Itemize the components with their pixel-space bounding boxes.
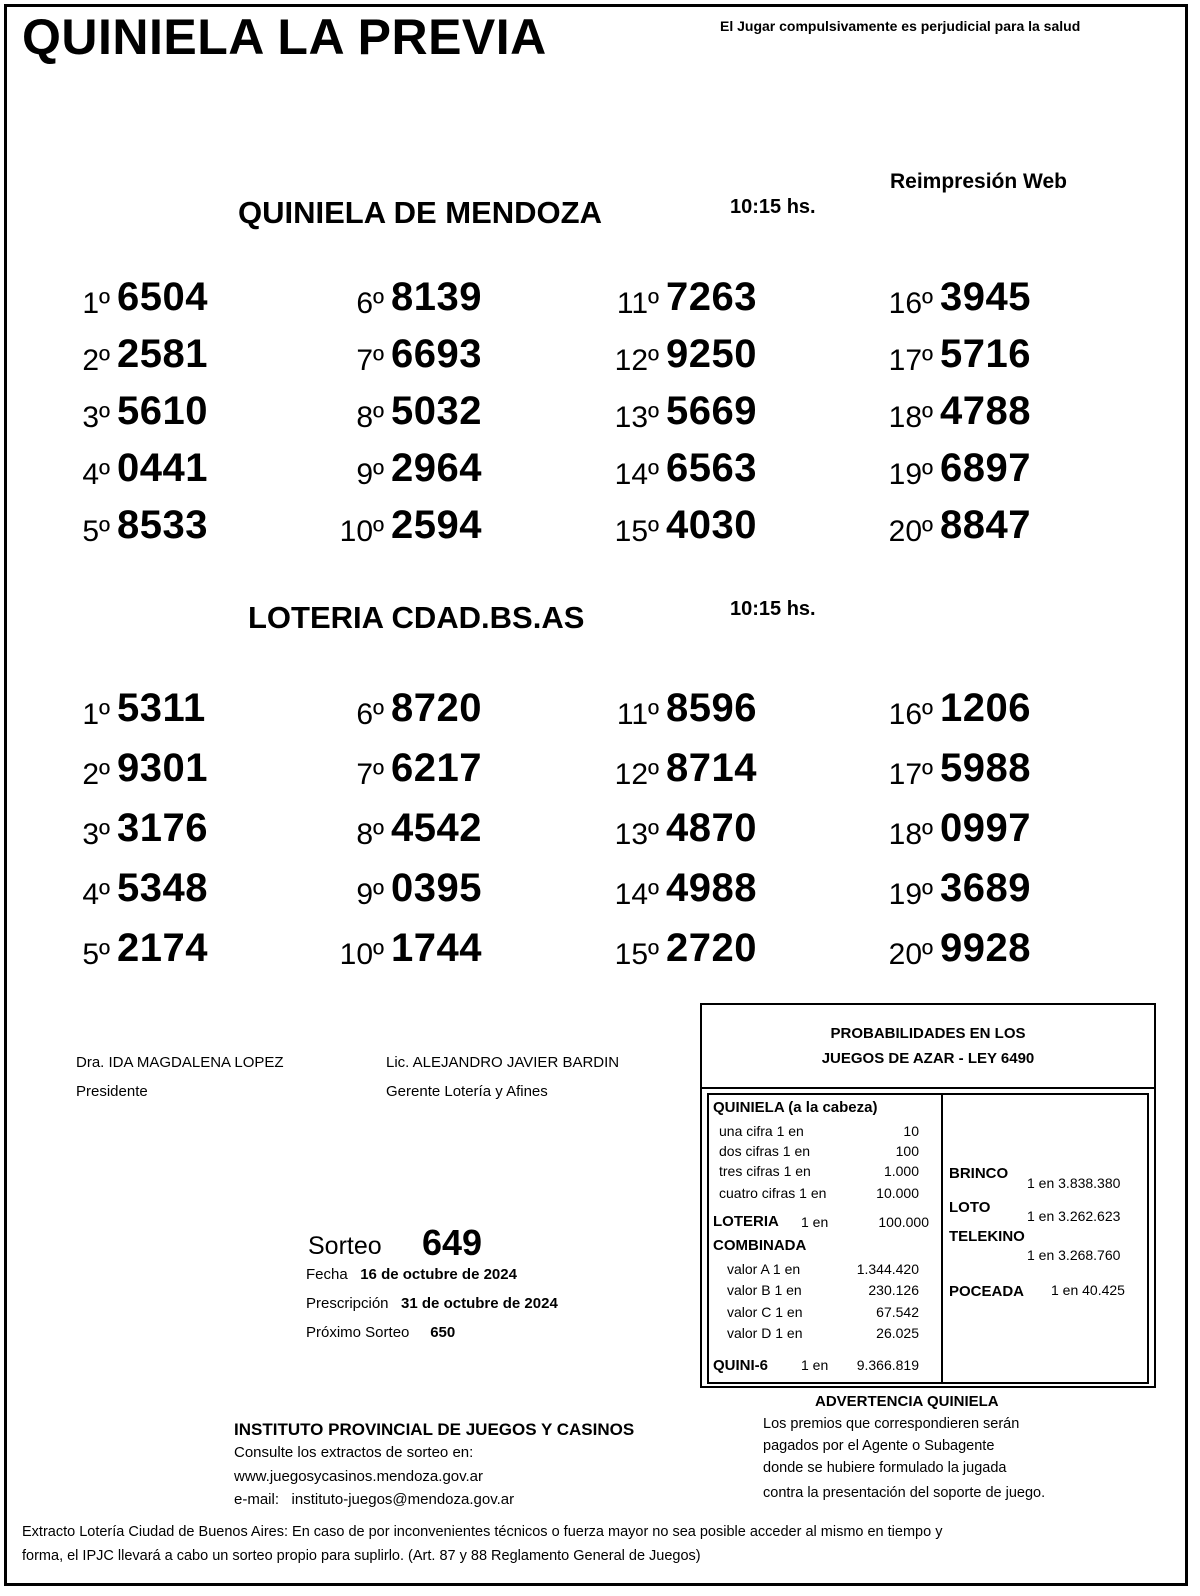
telekino-value: 1 en 3.268.760 [1027,1247,1121,1263]
sorteo-number: 649 [422,1222,483,1263]
result-number: 5311 [117,686,206,730]
result-position: 16º [888,698,933,731]
result-position: 13º [614,818,659,851]
probabilities-title-line2: JUEGOS DE AZAR - LEY 6490 [821,1050,1035,1067]
probabilities-header [702,1005,1154,1089]
combinada-row-label: valor A 1 en [727,1261,801,1277]
advertencia-line: Los premios que correspondieren serán [763,1416,1020,1432]
combinada-row-label: valor D 1 en [727,1325,803,1341]
advertencia-line: donde se hubiere formulado la jugada [763,1460,1007,1476]
institute-email[interactable]: instituto-juegos@mendoza.gov.ar [291,1491,515,1508]
prescripcion-label: Prescripción [306,1295,389,1312]
proximo-value: 650 [430,1324,456,1341]
poceada-label: POCEADA [949,1283,1025,1300]
proximo-row [306,1324,455,1341]
advertencia-line: contra la presentación del soporte de juego. [763,1485,1046,1501]
result-number: 8139 [391,275,482,319]
signature-role: Presidente [76,1083,148,1100]
fecha-label: Fecha [306,1266,348,1283]
result-number: 0441 [117,446,208,490]
result-number: 7263 [666,275,757,319]
result-position: 8º [356,818,384,851]
quiniela-row-value: 10.000 [876,1185,919,1201]
quini6-value: 9.366.819 [856,1357,919,1373]
result-position: 1º [82,698,110,731]
result-position: 17º [888,344,933,377]
result-number: 0395 [391,866,482,910]
brinco-label: BRINCO [949,1165,1009,1182]
result-position: 18º [888,818,933,851]
combinada-row-value: 67.542 [876,1304,919,1320]
result-position: 19º [888,458,933,491]
loteria-value: 100.000 [878,1214,929,1230]
institute-line: Consulte los extractos de sorteo en: [234,1444,474,1461]
quini6-label: QUINI-6 [713,1357,769,1374]
result-number: 4788 [940,389,1031,433]
advertencia-line: pagados por el Agente o Subagente [763,1438,995,1454]
signature-name: Dra. IDA MAGDALENA LOPEZ [76,1054,284,1071]
result-position: 9º [356,458,384,491]
quiniela-row-label: cuatro cifras 1 en [719,1185,827,1201]
result-number: 5716 [940,332,1031,376]
result-position: 9º [356,878,384,911]
result-number: 1744 [391,926,482,970]
combinada-row-value: 1.344.420 [856,1261,919,1277]
result-number: 2964 [391,446,482,490]
advertencia-title: ADVERTENCIA QUINIELA [815,1393,999,1410]
result-number: 5348 [117,866,208,910]
result-number: 2594 [391,503,482,547]
result-position: 6º [356,287,384,320]
institute-website[interactable]: www.juegosycasinos.mendoza.gov.ar [234,1468,484,1485]
result-number: 1206 [940,686,1031,730]
footer-line: forma, el IPJC llevará a cabo un sorteo propio para suplirlo. (Art. 87 y 88 Reglamento General de Juegos) [22,1548,701,1564]
result-position: 14º [614,878,659,911]
loteria-label: LOTERIA [713,1213,779,1230]
institute-title: INSTITUTO PROVINCIAL DE JUEGOS Y CASINOS [234,1420,635,1439]
result-number: 4030 [666,503,757,547]
quini6-en: 1 en [801,1357,829,1373]
quiniela-row-value: 10 [903,1123,919,1139]
result-position: 16º [888,287,933,320]
section-title-mendoza: QUINIELA DE MENDOZA [238,195,602,230]
result-position: 4º [82,458,110,491]
section-time-loteria: 10:15 hs. [730,598,816,620]
fecha-row [306,1266,517,1283]
result-position: 14º [614,458,659,491]
result-position: 8º [356,401,384,434]
footer-line: Extracto Lotería Ciudad de Buenos Aires: En caso de por inconvenientes técnicos o fuerza mayor no sea posible acceder al mismo en tiempo y [22,1524,943,1540]
result-position: 2º [82,344,110,377]
result-position: 15º [614,515,659,548]
result-position: 10º [339,515,384,548]
result-number: 5610 [117,389,208,433]
loto-value: 1 en 3.262.623 [1027,1208,1121,1224]
probabilities-table [707,1093,1149,1384]
result-number: 4870 [666,806,757,850]
institute-email-row [234,1491,514,1508]
health-warning: El Jugar compulsivamente es perjudicial para la salud [720,18,1081,34]
result-position: 17º [888,758,933,791]
quiniela-row-label: dos cifras 1 en [719,1143,811,1159]
quiniela-row-value: 1.000 [883,1163,919,1179]
combinada-label: COMBINADA [713,1237,807,1254]
probabilities-title-line1: PROBABILIDADES EN LOS [830,1025,1026,1042]
brinco-value: 1 en 3.838.380 [1027,1175,1121,1191]
result-position: 11º [616,287,659,320]
result-position: 18º [888,401,933,434]
result-number: 6563 [666,446,757,490]
telekino-label: TELEKINO [949,1228,1025,1245]
institute-email-label: e-mail: [234,1491,280,1508]
quiniela-row-label: tres cifras 1 en [719,1163,811,1179]
result-number: 8847 [940,503,1031,547]
result-position: 19º [888,878,933,911]
loto-label: LOTO [949,1199,991,1216]
result-number: 9301 [117,746,208,790]
combinada-row-label: valor B 1 en [727,1282,802,1298]
result-number: 8596 [666,686,757,730]
page-title: QUINIELA LA PREVIA [22,9,547,65]
result-position: 3º [82,818,110,851]
result-position: 12º [614,344,659,377]
result-number: 8533 [117,503,208,547]
result-number: 8720 [391,686,482,730]
result-position: 10º [339,938,384,971]
reprint-label: Reimpresión Web [890,170,1067,193]
result-position: 2º [82,758,110,791]
poceada-value: 1 en 40.425 [1051,1282,1125,1298]
result-position: 13º [614,401,659,434]
combinada-row-value: 26.025 [876,1325,919,1341]
result-number: 8714 [666,746,757,790]
result-position: 11º [616,698,659,731]
result-position: 20º [888,938,933,971]
section-time-mendoza: 10:15 hs. [730,196,816,218]
combinada-row-value: 230.126 [868,1282,919,1298]
result-position: 4º [82,878,110,911]
result-number: 5669 [666,389,757,433]
result-number: 9250 [666,332,757,376]
result-position: 1º [82,287,110,320]
result-number: 6693 [391,332,482,376]
proximo-label: Próximo Sorteo [306,1324,410,1341]
result-position: 12º [614,758,659,791]
result-number: 6897 [940,446,1031,490]
result-number: 2720 [666,926,757,970]
prescripcion-value: 31 de octubre de 2024 [401,1295,558,1312]
signature-name: Lic. ALEJANDRO JAVIER BARDIN [386,1054,620,1071]
result-position: 20º [888,515,933,548]
result-number: 0997 [940,806,1031,850]
result-position: 5º [82,938,110,971]
result-number: 3176 [117,806,208,850]
result-position: 15º [614,938,659,971]
probabilities-box [700,1003,1156,1388]
result-number: 5032 [391,389,482,433]
result-position: 5º [82,515,110,548]
prescripcion-row [306,1295,558,1312]
result-position: 3º [82,401,110,434]
result-number: 4988 [666,866,757,910]
quiniela-row-label: una cifra 1 en [719,1123,804,1139]
result-position: 7º [356,758,384,791]
combinada-row-label: valor C 1 en [727,1304,803,1320]
result-number: 2174 [117,926,208,970]
result-number: 6217 [391,746,482,790]
column-divider [941,1095,943,1382]
quiniela-title: QUINIELA (a la cabeza) [713,1099,878,1116]
quiniela-row-value: 100 [895,1143,919,1159]
result-position: 7º [356,344,384,377]
result-number: 5988 [940,746,1031,790]
result-number: 4542 [391,806,482,850]
result-number: 3945 [940,275,1031,319]
fecha-value: 16 de octubre de 2024 [360,1266,517,1283]
section-title-loteria: LOTERIA CDAD.BS.AS [248,600,585,635]
result-number: 2581 [117,332,208,376]
sorteo-label: Sorteo [308,1232,382,1260]
result-position: 6º [356,698,384,731]
result-number: 6504 [117,275,208,319]
signature-role: Gerente Lotería y Afines [386,1083,548,1100]
result-number: 3689 [940,866,1031,910]
result-number: 9928 [940,926,1031,970]
loteria-en: 1 en [801,1214,829,1230]
